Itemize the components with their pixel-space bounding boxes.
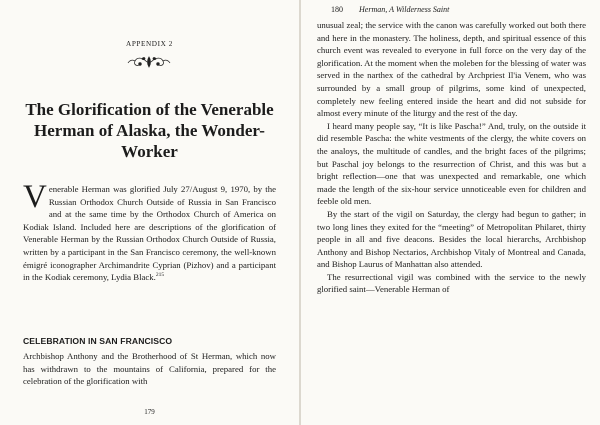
running-header — [331, 5, 591, 14]
chapter-title: The Glorification of the Venerable Herman of Alaska, the Wonder-Worker — [25, 100, 274, 161]
decorative-vine-ornament-icon — [127, 55, 171, 69]
paragraph-resurrectional-vigil: The resurrectional vigil was combined with the service to the newly glorified saint—Venerable Herman of — [317, 271, 586, 295]
paragraph-continued: unusual zeal; the service with the canon was carefully worked out both there and here in the monastery. The holiness, depth, and spiritual essence of this church event was revealed to everyone in full force on the very day of the glorification. At the moment when the moleben for the blessing of water was served in the narthex of the cathedral by Archpriest Il'ia Venem, who was surrounded by a small group of pilgrims, some kind of unexpected, completely new feeling entered inside the heart and did not subside for almost every minute of the liturgy and the rest of the day. — [317, 20, 586, 119]
paragraph-vigil: By the start of the vigil on Saturday, the clergy had begun to gather; in two long lines they exited for the “meeting” of Metropolitan Philaret, thirty people in all and five deacons. Besides the local hierarchs, Archbishop Anthony and Bishop Nectarios, Archbishop Vitaly of Montreal and Canada, and Bishop Laurus of Manhattan also attended. — [317, 208, 586, 270]
section-paragraph: Archbishop Anthony and the Brotherhood of St Herman, which now has withdrawn to the mountains of California, prepared for the celebration of the glorification with — [23, 351, 276, 387]
running-title: Herman, A Wilderness Saint — [359, 5, 450, 14]
left-page — [0, 0, 299, 425]
footnote-reference[interactable]: 215 — [155, 272, 165, 279]
drop-cap: V — [23, 179, 47, 215]
right-page-body — [317, 19, 586, 296]
right-page-number: 180 — [331, 5, 343, 14]
right-page — [301, 0, 600, 425]
left-page-number: 179 — [144, 408, 155, 416]
paragraph-pascha: I heard many people say, “It is like Pascha!” And, truly, on the outside it did resemble Pascha: the white vestments of the clergy, the white covers on the analoys, the multitude of candles, and the bright faces of the pilgrims; but Paschal joy belongs to the resurrection of Christ, and this was but a bright reflection—one that was unexpected and remarkable, one which made the length of the six-hour service unnoticeable even for children and feeble old men. — [317, 120, 586, 207]
intro-text: enerable Herman was glorified July 27/August 9, 1970, by the Russian Orthodox Church Outside of Russia in San Francisco and at the same time by the Orthodox Church of America on Kodiak Island. Included here are descriptions of the glorification of Venerable Herman by the Russian Orthodox Church Outside of Russia, written by a participant in the San Francisco ceremony, the well-known émigré iconographer Archimandrite Cyprian (Pizhov) and a participant in the Kodiak ceremony, Lydia Black. — [23, 184, 276, 283]
intro-paragraph — [23, 179, 276, 284]
section-heading: CELEBRATION IN SAN FRANCISCO — [23, 336, 173, 346]
appendix-label: APPENDIX 2 — [126, 40, 173, 48]
